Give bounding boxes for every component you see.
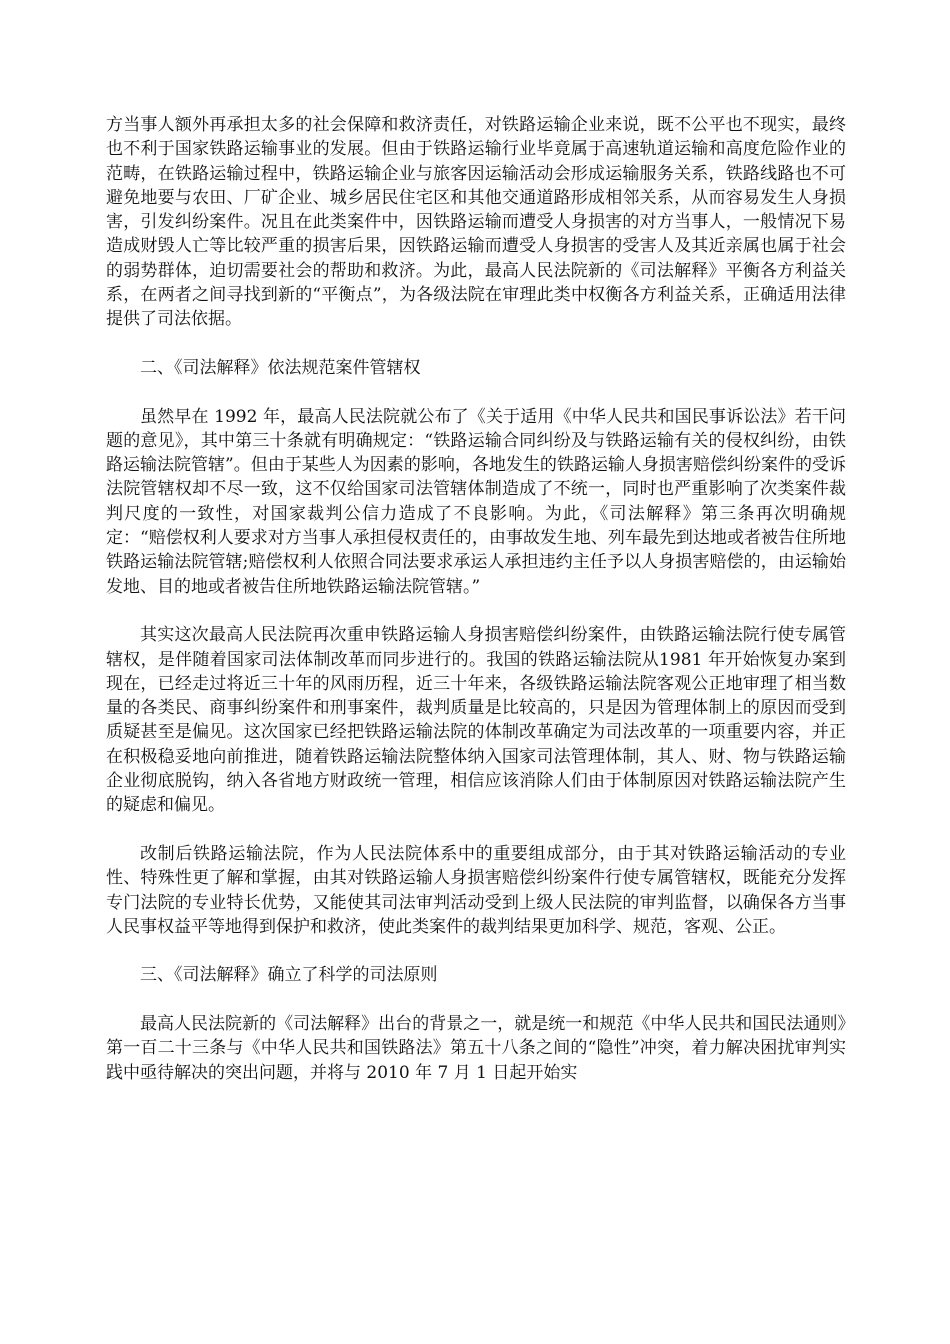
section-heading-2: 二、《司法解释》依法规范案件管辖权 <box>140 357 421 378</box>
section-heading-3: 三、《司法解释》确立了科学的司法原则 <box>140 965 438 986</box>
document-page <box>106 113 846 1085</box>
paragraph-continued: 方当事人额外再承担太多的社会保障和救济责任，对铁路运输企业来说，既不公平也不现实，最终也不利于国家铁路运输事业的发展。但由于铁路运输行业毕竟属于高速轨道运输和高度危险作业的范畴，在铁路运输过程中，铁路运输企业与旅客因运输活动会形成运输服务关系，铁路线路也不可避免地要与农田、厂矿企业、城乡居民住宅区和其他交通道路形成相邻关系，从而容易发生人身损害，引发纠纷案件。况且在此类案件中，因铁路运输而遭受人身损害的对方当事人，一般情况下易造成财毁人亡等比较严重的损害后果，因铁路运输而遭受人身损害的受害人及其近亲属也属于社会的弱势群体，迫切需要社会的帮助和救济。为此，最高人民法院新的《司法解释》平衡各方利益关系，在两者之间寻找到新的“平衡点”，为各级法院在审理此类中权衡各方利益关系，正确适用法律提供了司法依据。 <box>106 115 846 330</box>
paragraph-jurisdiction-history: 虽然早在 1992 年，最高人民法院就公布了《关于适用《中华人民共和国民事诉讼法》若干问题的意见》，其中第三十条就有明确规定：“铁路运输合同纠纷及与铁路运输有关的侵权纠纷，由铁路运输法院管辖”。但由于某些人为因素的影响，各地发生的铁路运输人身损害赔偿纠纷案件的受诉法院管辖权却不尽一致，这不仅给国家司法管辖体制造成了不统一，同时也严重影响了次类案件裁判尺度的一致性，对国家裁判公信力造成了不良影响。为此，《司法解释》第三条再次明确规定：“赔偿权利人要求对方当事人承担侵权责任的，由事故发生地、列车最先到达地或者被告住所地铁路运输法院管辖;赔偿权利人依照合同法要求承运人承担违约主任予以人身损害赔偿的，由运输始发地、目的地或者被告住所地铁路运输法院管辖。” <box>106 406 846 597</box>
paragraph-reformed-court: 改制后铁路运输法院，作为人民法院体系中的重要组成部分，由于其对铁路运输活动的专业性、特殊性更了解和掌握，由其对铁路运输人身损害赔偿纠纷案件行使专属管辖权，既能充分发挥专门法院的专业特长优势，又能使其司法审判活动受到上级人民法院的审判监督，以确保各方当事人民事权益平等地得到保护和救济，使此类案件的裁判结果更加科学、规范，客观、公正。 <box>106 843 846 937</box>
paragraph-judicial-reform: 其实这次最高人民法院再次重申铁路运输人身损害赔偿纠纷案件，由铁路运输法院行使专属管辖权，是伴随着国家司法体制改革而同步进行的。我国的铁路运输法院从1981 年开始恢复办案到现在，已经走过将近三十年的风雨历程，近三十年来，各级铁路运输法院客观公正地审理了相当数量的各类民、商事纠纷案件和刑事案件，裁判质量是比较高的，只是因为管理体制上的原因而受到质疑甚至是偏见。这次国家已经把铁路运输法院的体制改革确定为司法改革的一项重要内容，并正在积极稳妥地向前推进，随着铁路运输法院整体纳入国家司法管理体制，其人、财、物与铁路运输企业彻底脱钩，纳入各省地方财政统一管理，相信应该消除人们由于体制原因对铁路运输法院产生的疑虑和偏见。 <box>106 625 846 816</box>
paragraph-background: 最高人民法院新的《司法解释》出台的背景之一，就是统一和规范《中华人民共和国民法通则》第一百二十三条与《中华人民共和国铁路法》第五十八条之间的“隐性”冲突，着力解决困扰审判实践中亟待解决的突出问题，并将与 2010 年 7 月 1 日起开始实 <box>106 1013 846 1083</box>
